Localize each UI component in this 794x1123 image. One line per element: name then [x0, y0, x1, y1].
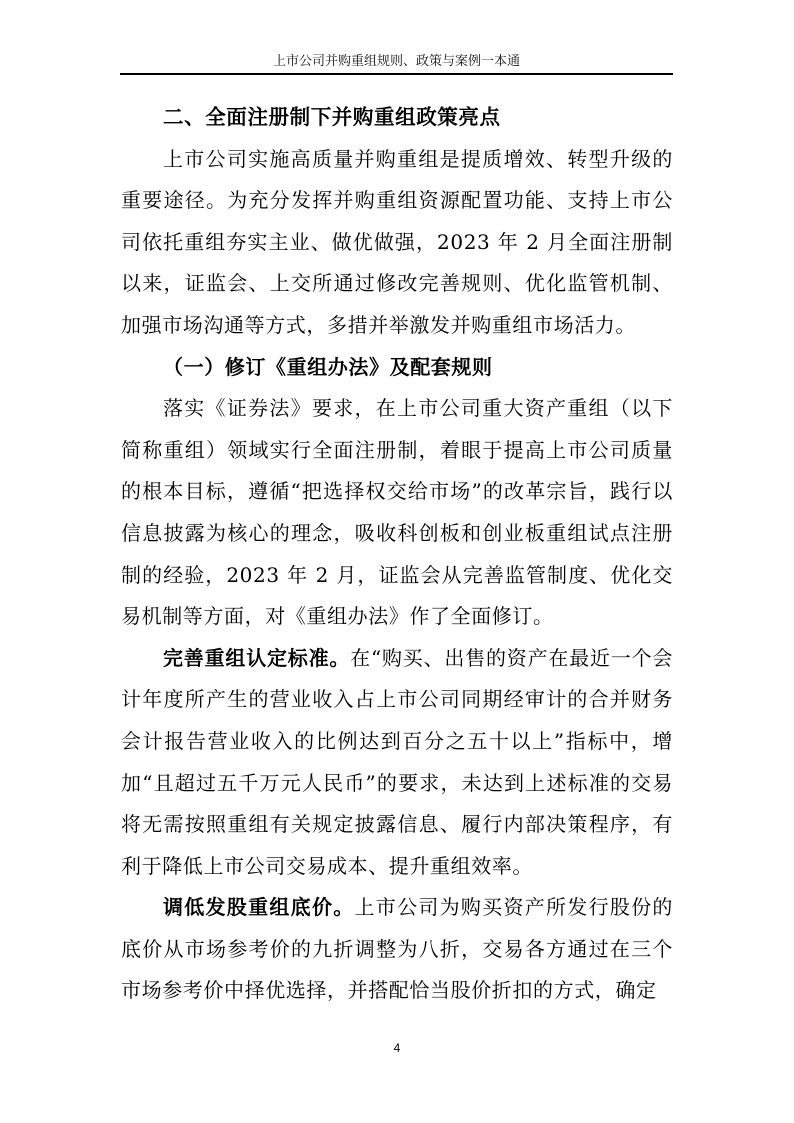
page-number: 4 [393, 1041, 401, 1055]
paragraph-text: 在“购买、出售的资产在最近一个会计年度所产生的营业收入占上市公司同期经审计的合并财务会计报告营业收入的比例达到百分之五十以上”指标中，增加“且超过五千万元人民币”的要求，未达到上述标准的交易将无需按照重组有关规定披露信息、履行内部决策程序，有利于降低上市公司交易成本、提升重组效率。 [121, 645, 673, 878]
paragraph-lead: 调低发股重组底价。 [163, 895, 355, 920]
paragraph [121, 388, 673, 638]
section-intro-paragraph: 上市公司实施高质量并购重组是提质增效、转型升级的重要途径。为充分发挥并购重组资源配置功能、支持上市公司依托重组夯实主业、做优做强，2023 年 2 月全面注册制以来，证监会、上交所通过修改完善规则、优化监管机制、加强市场沟通等方式，多措并举激发并购重组市场活力。 [121, 146, 673, 337]
section-heading: 二、全面注册制下并购重组政策亮点 [163, 105, 501, 129]
subsection-heading: （一）修订《重组办法》及配套规则 [163, 354, 493, 379]
paragraph-lead: 完善重组认定标准。 [163, 645, 351, 670]
paragraph [121, 638, 673, 888]
running-header: 上市公司并购重组规则、政策与案例一本通 [272, 54, 520, 69]
page-body [121, 97, 673, 1012]
paragraph [121, 887, 673, 1012]
paragraph-text: 落实《证券法》要求，在上市公司重大资产重组（以下简称重组）领域实行全面注册制，着眼于提高上市公司质量的根本目标，遵循“把选择权交给市场”的改革宗旨，践行以信息披露为核心的理念，吸收科创板和创业板重组试点注册制的经验，2023 年 2 月，证监会从完善监管制度、优化交易机制等方面，对《重组办法》作了全面修订。 [121, 396, 673, 629]
paragraph-text: 上市公司为购买资产所发行股份的底价从市场参考价的九折调整为八折，交易各方通过在三个市场参考价中择优选择，并搭配恰当股价折扣的方式，确定 [121, 895, 674, 1003]
header-rule [120, 73, 673, 75]
